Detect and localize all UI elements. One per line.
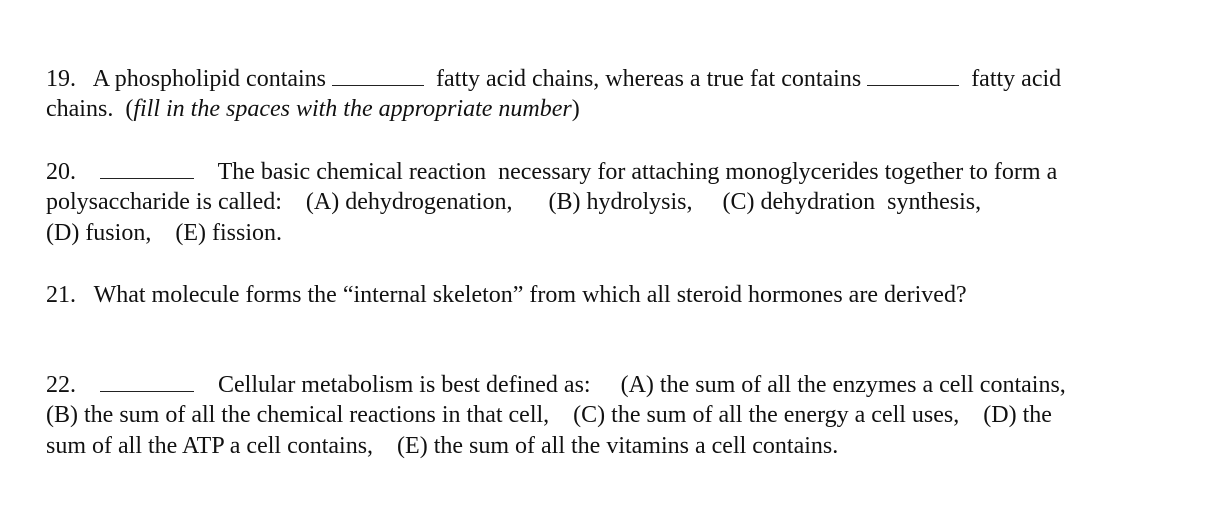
question-20-option-e: (E) fission.: [175, 220, 282, 246]
question-22-line-3: [46, 431, 838, 461]
question-20-option-b: (B) hydrolysis,: [548, 189, 693, 215]
question-21-text: What molecule forms the “internal skeleton” from which all steroid hormones are derived?: [93, 282, 967, 308]
question-21-number: 21.: [46, 282, 76, 308]
question-20-option-d: (D) fusion,: [46, 220, 152, 246]
question-19-blank-2[interactable]: [867, 63, 959, 86]
question-20-option-c: (C) dehydration synthesis,: [722, 189, 982, 215]
question-19-text-c: fatty acid: [971, 66, 1062, 92]
question-22-number: 22.: [46, 372, 76, 398]
question-22-option-c: (C) the sum of all the energy a cell uses,: [573, 402, 960, 428]
question-20-line1: The basic chemical reaction necessary for attaching monoglycerides together to form a: [217, 159, 1058, 185]
question-19-instruction: fill in the spaces with the appropriate number: [133, 96, 572, 122]
question-22-option-d-end: sum of all the ATP a cell contains,: [46, 433, 374, 459]
question-22-line-2: [46, 400, 1052, 430]
question-20-number: 20.: [46, 159, 76, 185]
question-20-line-3: [46, 218, 282, 248]
question-19-line2-end: ): [571, 96, 580, 122]
question-19-line2-start: chains. (: [46, 96, 134, 122]
question-21-line-1: [46, 280, 967, 310]
question-22-option-b: (B) the sum of all the chemical reactions in that cell,: [46, 402, 550, 428]
question-20-blank[interactable]: [100, 156, 194, 179]
question-20-option-a: (A) dehydrogenation,: [305, 189, 513, 215]
question-20-line-1: [46, 156, 1057, 187]
question-19-line-1: [46, 63, 1061, 94]
question-22-option-e: (E) the sum of all the vitamins a cell contains.: [397, 433, 839, 459]
question-22-line1-start: Cellular metabolism is best defined as:: [218, 372, 591, 398]
question-20-line-2: [46, 187, 981, 217]
question-19-text-b: fatty acid chains, whereas a true fat contains: [436, 66, 862, 92]
question-22-option-a: (A) the sum of all the enzymes a cell contains,: [620, 372, 1066, 398]
question-19-blank-1[interactable]: [332, 63, 424, 86]
question-22-line-1: [46, 369, 1066, 400]
question-19-text-a: A phospholipid contains: [92, 66, 327, 92]
question-19-number: 19.: [46, 66, 76, 92]
question-22-option-d-start: (D) the: [983, 402, 1052, 428]
question-20-line2-start: polysaccharide is called:: [46, 189, 282, 215]
question-22-blank[interactable]: [100, 369, 194, 392]
question-19-line-2: [46, 94, 580, 124]
